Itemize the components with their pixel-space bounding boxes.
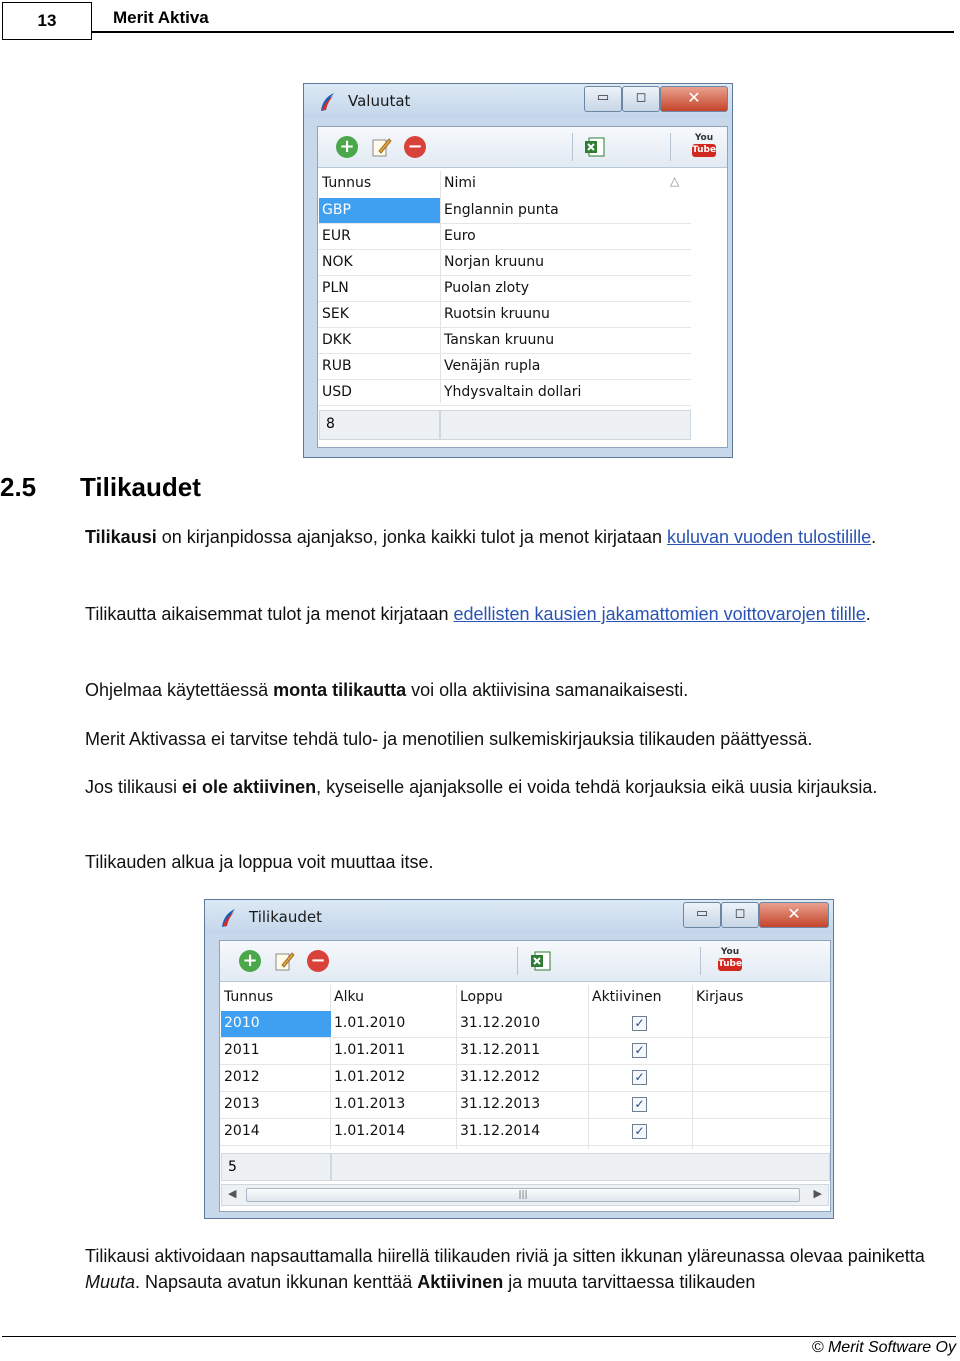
add-icon[interactable]: + <box>336 136 358 158</box>
footer-rule <box>2 1336 956 1337</box>
edit-icon[interactable] <box>370 136 392 158</box>
paragraph-text: voi olla aktiivisina samanaikaisesti. <box>406 680 689 700</box>
row-divider <box>318 223 691 224</box>
scroll-left-icon[interactable]: ◀ <box>228 1187 237 1200</box>
column-header-nimi[interactable]: Nimi <box>444 175 476 191</box>
paragraph-text: Jos tilikausi <box>85 777 183 797</box>
period-cell[interactable]: 2011 <box>224 1042 260 1058</box>
youtube-tube: Tube <box>718 959 743 969</box>
paragraph-text: . <box>871 527 877 547</box>
currency-name-cell[interactable]: Puolan zloty <box>444 280 530 296</box>
term-italic: Muuta <box>85 1272 136 1292</box>
maximize-icon: ◻ <box>635 90 647 105</box>
youtube-tube: Tube <box>692 145 717 155</box>
footer-filler <box>440 410 691 440</box>
paragraph-text: Tilikauden alkua ja loppua voit muuttaa itse. <box>85 852 434 872</box>
paragraph-text: ja muuta tarvittaessa tilikauden <box>503 1272 756 1292</box>
toolbar <box>220 941 830 982</box>
paragraph <box>85 1243 940 1295</box>
term-bold: ei ole aktiivinen <box>182 777 317 797</box>
window-title: Valuutat <box>348 92 411 110</box>
period-cell[interactable]: 1.01.2010 <box>334 1015 406 1031</box>
toolbar-separator <box>572 133 573 161</box>
column-divider <box>692 985 693 1149</box>
paragraph-text: , kyseiselle ajanjaksolle ei voida tehdä korjauksia eikä uusia kirjauksia. <box>316 777 878 797</box>
column-divider <box>330 985 331 1149</box>
minimize-icon: ▭ <box>695 906 709 921</box>
currency-code-cell[interactable]: GBP <box>322 202 351 218</box>
period-cell[interactable]: 1.01.2013 <box>334 1096 406 1112</box>
maximize-button[interactable] <box>721 902 759 928</box>
paragraph-text: Tilikausi aktivoidaan napsauttamalla hiirellä tilikauden riviä ja sitten ikkunan yläreunassa olevaa painiketta <box>85 1246 925 1266</box>
currency-code-cell[interactable]: USD <box>322 384 352 400</box>
column-header-tunnus[interactable]: Tunnus <box>322 175 372 191</box>
close-button[interactable] <box>759 902 829 928</box>
column-header[interactable]: Kirjaus <box>696 989 744 1005</box>
close-icon: ✕ <box>787 904 801 923</box>
term-bold: monta tilikautta <box>273 680 407 700</box>
paragraph <box>85 726 940 752</box>
period-cell[interactable]: 2014 <box>224 1123 260 1139</box>
currencies-window <box>303 83 733 458</box>
delete-icon[interactable]: − <box>307 950 329 972</box>
minimize-button[interactable] <box>683 902 721 928</box>
edit-icon[interactable] <box>273 950 295 972</box>
period-cell[interactable]: 31.12.2014 <box>460 1123 541 1139</box>
window-client <box>317 126 728 448</box>
close-button[interactable] <box>660 86 728 112</box>
youtube-you: You <box>720 947 740 957</box>
currency-code-cell[interactable]: PLN <box>322 280 349 296</box>
app-logo-icon <box>219 908 237 928</box>
copyright: © Merit Software Oy <box>811 1339 956 1356</box>
column-divider <box>440 171 441 403</box>
youtube-icon[interactable] <box>692 133 716 161</box>
toolbar-separator <box>517 947 518 975</box>
period-cell[interactable]: 31.12.2012 <box>460 1069 541 1085</box>
app-logo-icon <box>318 92 336 112</box>
page-header-title: Merit Aktiva <box>113 8 209 27</box>
window-title: Tilikaudet <box>249 908 322 926</box>
fiscal-periods-window <box>204 899 834 1219</box>
paragraph-text: Merit Aktivassa ei tarvitse tehdä tulo- ja menotilien sulkemiskirjauksia tilikauden päättyessä. <box>85 729 813 749</box>
section-title: Tilikaudet <box>80 472 201 502</box>
paragraph <box>85 774 940 800</box>
window-client <box>219 940 831 1212</box>
column-header[interactable]: Loppu <box>460 989 503 1005</box>
row-divider <box>318 405 691 406</box>
period-cell[interactable]: 2013 <box>224 1096 260 1112</box>
toolbar-separator <box>670 133 671 161</box>
sort-indicator-icon: △ <box>670 174 680 188</box>
checkbox-icon[interactable]: ✓ <box>632 1016 647 1031</box>
period-cell[interactable]: 1.01.2014 <box>334 1123 406 1139</box>
header-rule <box>92 31 954 33</box>
maximize-icon: ◻ <box>734 906 746 921</box>
maximize-button[interactable] <box>622 86 660 112</box>
currency-name-cell[interactable]: Tanskan kruunu <box>444 332 555 348</box>
period-cell[interactable]: 1.01.2011 <box>334 1042 406 1058</box>
delete-icon[interactable]: − <box>404 136 426 158</box>
checkbox-icon[interactable]: ✓ <box>632 1043 647 1058</box>
scroll-right-icon[interactable]: ▶ <box>813 1187 822 1200</box>
scrollbar-thumb[interactable]: ||| <box>246 1188 800 1202</box>
currency-name-cell[interactable]: Yhdysvaltain dollari <box>444 384 582 400</box>
paragraph-text: on kirjanpidossa ajanjakso, jonka kaikki tulot ja menot kirjataan <box>156 527 667 547</box>
currency-code-cell[interactable]: DKK <box>322 332 352 348</box>
minimize-icon: ▭ <box>596 90 610 105</box>
column-header[interactable]: Aktiivinen <box>592 989 662 1005</box>
horizontal-scrollbar[interactable] <box>221 1184 829 1206</box>
currency-code-cell[interactable]: SEK <box>322 306 349 322</box>
checkbox-icon[interactable]: ✓ <box>632 1070 647 1085</box>
row-count: 8 <box>319 410 440 440</box>
youtube-you: You <box>694 133 714 143</box>
paragraph <box>85 524 940 550</box>
checkbox-icon[interactable]: ✓ <box>632 1097 647 1112</box>
currency-code-cell[interactable]: RUB <box>322 358 352 374</box>
paragraph-text: Tilikautta aikaisemmat tulot ja menot kirjataan <box>85 604 454 624</box>
paragraph <box>85 849 940 875</box>
toolbar-separator <box>700 947 701 975</box>
page-number: 13 <box>2 2 92 40</box>
period-cell[interactable]: 31.12.2013 <box>460 1096 541 1112</box>
column-header[interactable]: Alku <box>334 989 365 1005</box>
currency-name-cell[interactable]: Norjan kruunu <box>444 254 544 270</box>
paragraph <box>85 601 940 627</box>
excel-icon[interactable] <box>530 950 552 972</box>
column-divider <box>456 985 457 1149</box>
term-bold: Aktiivinen <box>417 1272 504 1292</box>
add-icon[interactable]: + <box>239 950 261 972</box>
period-cell[interactable]: 31.12.2011 <box>460 1042 541 1058</box>
window-titlebar[interactable] <box>205 900 833 934</box>
period-cell[interactable]: 1.01.2012 <box>334 1069 406 1085</box>
term-bold: Tilikausi <box>85 527 157 547</box>
currency-name-cell[interactable]: Ruotsin kruunu <box>444 306 550 322</box>
excel-icon[interactable] <box>584 136 606 158</box>
period-cell[interactable]: 2012 <box>224 1069 260 1085</box>
currency-code-cell[interactable]: NOK <box>322 254 353 270</box>
section-number: 2.5 <box>0 472 37 502</box>
period-cell[interactable]: 2010 <box>224 1015 260 1031</box>
paragraph-text: . Napsauta avatun ikkunan kenttää <box>135 1272 418 1292</box>
paragraph <box>85 677 940 703</box>
close-icon: ✕ <box>687 88 701 107</box>
section-heading <box>0 472 201 503</box>
toolbar <box>318 127 727 168</box>
link-kuluvan-vuoden-tulostilille[interactable]: kuluvan vuoden tulostilille <box>666 527 872 547</box>
window-titlebar[interactable] <box>304 84 732 118</box>
column-header[interactable]: Tunnus <box>224 989 274 1005</box>
row-count: 5 <box>221 1153 331 1181</box>
row-divider <box>220 1145 830 1146</box>
currency-name-cell[interactable]: Euro <box>444 228 476 244</box>
currency-code-cell[interactable]: EUR <box>322 228 351 244</box>
link-edellisten-kausien-tilille[interactable]: edellisten kausien jakamattomien voittovarojen tilille <box>453 604 866 624</box>
footer-filler <box>331 1153 830 1181</box>
currency-name-cell[interactable]: Englannin punta <box>444 202 559 218</box>
paragraph-text: Ohjelmaa käytettäessä <box>85 680 274 700</box>
column-divider <box>588 985 589 1149</box>
checkbox-icon[interactable]: ✓ <box>632 1124 647 1139</box>
minimize-button[interactable] <box>584 86 622 112</box>
paragraph-text: . <box>865 604 871 624</box>
currency-name-cell[interactable]: Venäjän rupla <box>444 358 541 374</box>
youtube-icon[interactable] <box>718 947 742 975</box>
period-cell[interactable]: 31.12.2010 <box>460 1015 541 1031</box>
